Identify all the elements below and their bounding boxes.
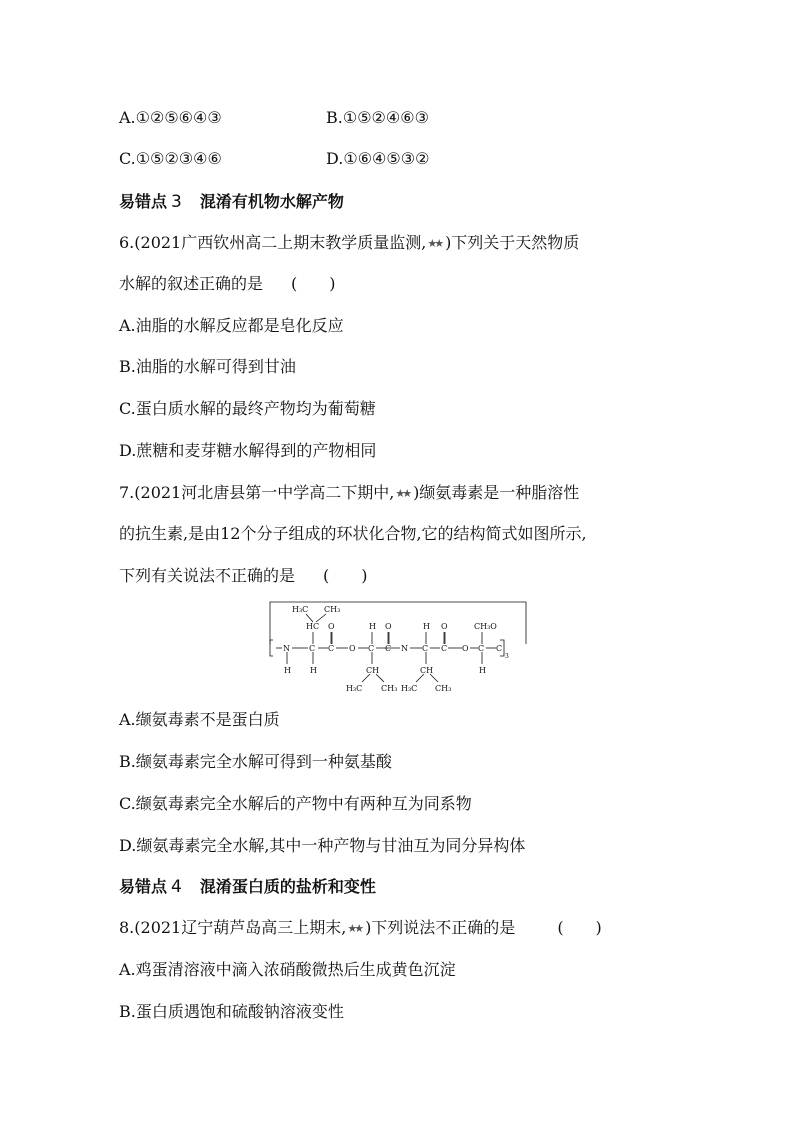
q7-option-d: D.缬氨毒素完全水解,其中一种产物与甘油互为同分异构体 (119, 836, 526, 855)
q5-option-a: A.①②⑤⑥④③ (119, 108, 222, 127)
q7-option-a: A.缬氨毒素不是蛋白质 (119, 710, 280, 729)
q8-source: 8.(2021辽宁葫芦岛高三上期末, (119, 918, 347, 937)
struct-o-ester-2: O (462, 644, 469, 653)
q5-option-d: D.①⑥④⑤③② (326, 149, 430, 168)
struct-h-bottom-3: H (479, 666, 486, 675)
struct-ch3-bottom-2: CH₃ (435, 684, 452, 693)
struct-n-1: N (283, 644, 290, 653)
struct-o-3: O (441, 622, 448, 631)
struct-n-2: N (401, 644, 408, 653)
valinomycin-structure (264, 600, 528, 694)
struct-c-3: C (368, 644, 375, 653)
q6-option-b: B.油脂的水解可得到甘油 (119, 357, 296, 376)
section-label: 易错点 (119, 877, 168, 896)
struct-c-1: C (309, 644, 316, 653)
q8-stem-text: )下列说法不正确的是 (365, 918, 516, 937)
struct-ch-1: CH (366, 666, 380, 675)
q7-stem-line-2: 的抗生素,是由12个分子组成的环状化合物,它的结构简式如图所示, (119, 524, 587, 543)
section-title: 混淆蛋白质的盐析和变性 (199, 877, 376, 896)
struct-c-8: C (496, 644, 503, 653)
section-label: 易错点 (119, 192, 168, 211)
answer-blank: ( ) (557, 918, 602, 937)
struct-h3c: H₃C (292, 605, 309, 614)
struct-c-5: C (422, 644, 429, 653)
q7-stem-line-1 (119, 483, 579, 504)
q6-stem-text-2: 水解的叙述正确的是 (119, 274, 264, 293)
struct-c-6: C (441, 644, 448, 653)
q6-option-a: A.油脂的水解反应都是皂化反应 (119, 316, 344, 335)
difficulty-stars-icon: ★★ (395, 487, 410, 500)
section-title: 混淆有机物水解产物 (199, 192, 344, 211)
q7-stem-text: )缬氨毒素是一种脂溶性 (413, 483, 580, 502)
q8-option-a: A.鸡蛋清溶液中滴入浓硝酸微热后生成黄色沉淀 (119, 960, 456, 979)
struct-ch3o: CH₃O (474, 622, 497, 631)
section-number: 3 (171, 192, 182, 212)
q8-stem-line-1 (119, 918, 602, 939)
q7-stem-line-3 (119, 566, 368, 586)
struct-ch3-bottom-1: CH₃ (381, 684, 398, 693)
section-heading-4 (119, 877, 376, 897)
struct-o-ester-1: O (349, 644, 356, 653)
struct-ch-2: CH (420, 666, 434, 675)
q7-stem-text-3: 下列有关说法不正确的是 (119, 566, 296, 585)
q6-stem-line-2 (119, 274, 336, 294)
struct-h-top-3: H (423, 622, 430, 631)
q7-option-b: B.缬氨毒素完全水解可得到一种氨基酸 (119, 752, 392, 771)
section-number: 4 (171, 877, 182, 897)
q7-option-c: C.缬氨毒素完全水解后的产物中有两种互为同系物 (119, 794, 472, 813)
struct-h3c-bottom-2: H₃C (401, 684, 418, 693)
answer-blank: ( ) (291, 274, 336, 293)
struct-ch3-top: CH₃ (324, 605, 341, 614)
struct-h-top-2: H (369, 622, 376, 631)
struct-o-2: O (385, 622, 392, 631)
q6-option-d: D.蔗糖和麦芽糖水解得到的产物相同 (119, 441, 377, 460)
q5-option-b: B.①⑤②④⑥③ (326, 108, 429, 127)
q7-source: 7.(2021河北唐县第一中学高二下期中, (119, 483, 395, 502)
answer-blank: ( ) (323, 566, 368, 585)
q6-option-c: C.蛋白质水解的最终产物均为葡萄糖 (119, 399, 376, 418)
q6-source: 6.(2021广西钦州高二上期末教学质量监测, (119, 233, 427, 252)
struct-subscript-3: 3 (505, 653, 509, 660)
q5-option-c: C.①⑤②③④⑥ (119, 149, 222, 168)
struct-c-7: C (478, 644, 485, 653)
difficulty-stars-icon: ★★ (427, 237, 442, 250)
struct-c-4: C (385, 644, 392, 653)
struct-c-2: C (328, 644, 335, 653)
struct-h-bottom-2: H (310, 666, 317, 675)
section-heading-3 (119, 192, 344, 212)
q8-option-b: B.蛋白质遇饱和硫酸钠溶液变性 (119, 1002, 344, 1021)
struct-h3c-bottom-1: H₃C (346, 684, 363, 693)
struct-h-bottom-1: H (284, 666, 291, 675)
q6-stem-text: )下列关于天然物质 (445, 233, 580, 252)
difficulty-stars-icon: ★★ (347, 922, 362, 935)
q6-stem-line-1 (119, 233, 579, 254)
struct-o-1: O (328, 622, 335, 631)
struct-hc: HC (306, 622, 320, 631)
